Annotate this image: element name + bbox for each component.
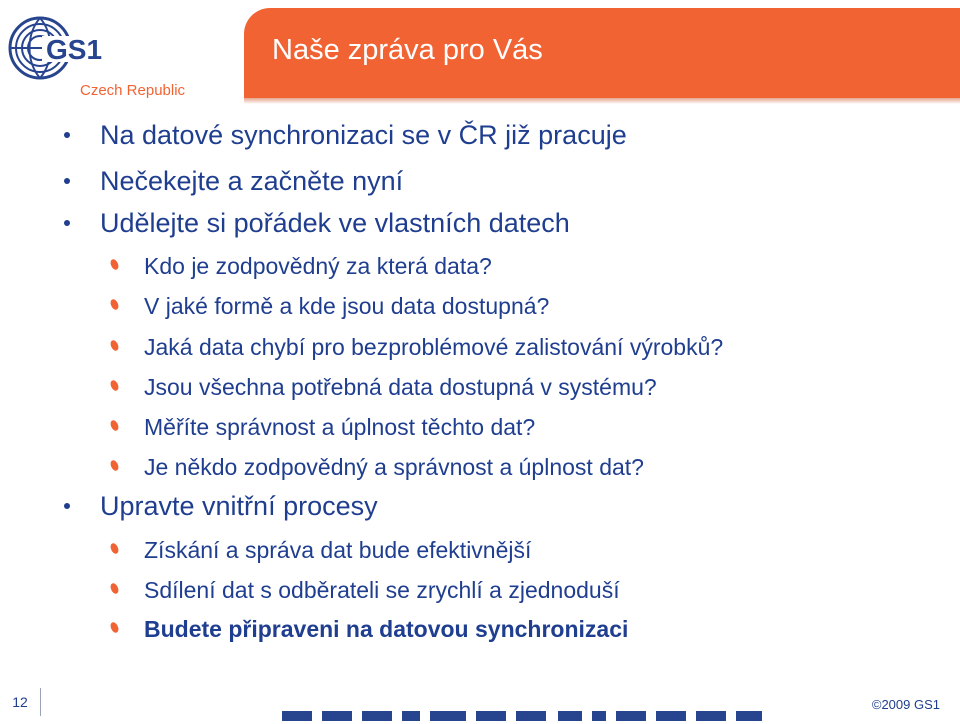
sub-bullet-item: Budete připraveni na datovou synchronizaci (144, 616, 629, 642)
footer-strip (282, 711, 762, 721)
sub-bullet-item: Měříte správnost a úplnost těchto dat? (144, 414, 536, 440)
gs1-logo (6, 14, 236, 106)
sub-bullet-item: Kdo je zodpovědný za která data? (144, 253, 492, 279)
sub-bullet-item: Sdílení dat s odběrateli se zrychlí a zjednoduší (144, 577, 620, 603)
logo-subtitle: Czech Republic (80, 82, 186, 99)
logo-brand: GS1 (46, 34, 103, 65)
copyright: ©2009 GS1 (871, 697, 940, 712)
sub-bullet-item: Získání a správa dat bude efektivnější (144, 537, 532, 563)
bullet-item: Nečekejte a začněte nyní (100, 166, 404, 196)
bullet-item: Na datové synchronizaci se v ČR již pracuje (100, 120, 627, 150)
title-bar (244, 8, 960, 98)
page-number: 12 (0, 688, 41, 716)
slide-title: Naše zpráva pro Vás (272, 34, 543, 66)
sub-bullet-item: Jaká data chybí pro bezproblémové zalistování výrobků? (144, 334, 724, 360)
gs1-globe-icon (6, 14, 106, 84)
sub-bullet-item: V jaké formě a kde jsou data dostupná? (144, 293, 550, 319)
bullet-item: Udělejte si pořádek ve vlastních datech (100, 208, 570, 238)
sub-bullet-item: Jsou všechna potřebná data dostupná v systému? (144, 374, 657, 400)
bullet-item: Upravte vnitřní procesy (100, 491, 378, 521)
sub-bullet-item: Je někdo zodpovědný a správnost a úplnost dat? (144, 454, 644, 480)
